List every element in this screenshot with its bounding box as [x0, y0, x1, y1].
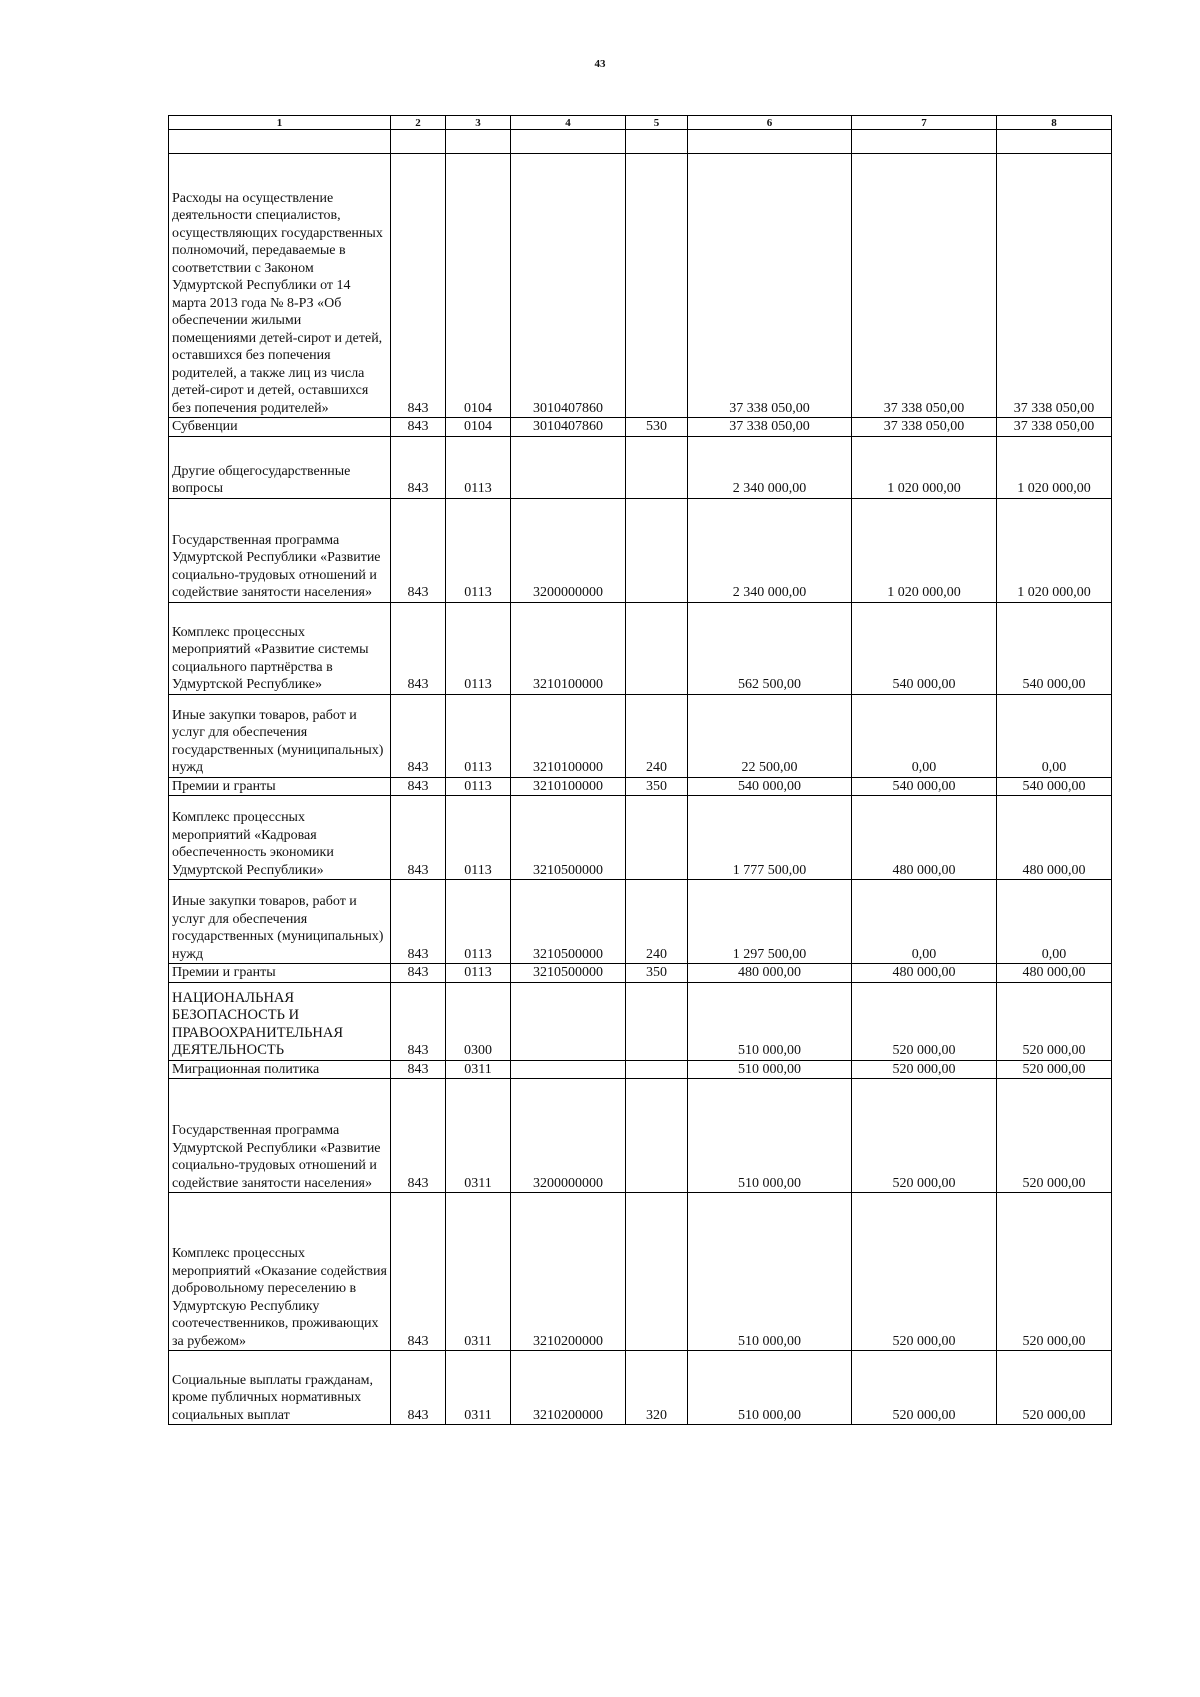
- expense-type-code: [626, 602, 688, 694]
- budget-table: [168, 115, 1112, 1425]
- amount-year-2: 540 000,00: [852, 777, 997, 796]
- section-code: 0113: [446, 880, 511, 964]
- amount-year-3: 520 000,00: [997, 1060, 1112, 1079]
- column-header: 5: [626, 116, 688, 130]
- grbs-code: 843: [391, 602, 446, 694]
- row-name: Комплекс процессных мероприятий «Развитие системы социального партнёрства в Удмуртской Республике»: [169, 602, 391, 694]
- amount-year-1: 562 500,00: [688, 602, 852, 694]
- row-name: Комплекс процессных мероприятий «Кадровая обеспеченность экономики Удмуртской Республики»: [169, 796, 391, 880]
- grbs-code: 843: [391, 796, 446, 880]
- expense-type-code: [626, 1079, 688, 1193]
- target-article-code: 3210500000: [511, 796, 626, 880]
- section-code: 0113: [446, 777, 511, 796]
- section-code: 0311: [446, 1079, 511, 1193]
- amount-year-1: 1 777 500,00: [688, 796, 852, 880]
- target-article-code: [511, 436, 626, 498]
- spacer-row: [169, 130, 1112, 154]
- section-code: 0113: [446, 964, 511, 983]
- grbs-code: 843: [391, 436, 446, 498]
- target-article-code: 3210100000: [511, 602, 626, 694]
- amount-year-2: 520 000,00: [852, 1351, 997, 1425]
- row-name: Премии и гранты: [169, 777, 391, 796]
- expense-type-code: [626, 1193, 688, 1351]
- expense-type-code: [626, 154, 688, 418]
- section-code: 0113: [446, 796, 511, 880]
- grbs-code: 843: [391, 498, 446, 602]
- table-row: [169, 602, 1112, 694]
- column-header: 4: [511, 116, 626, 130]
- section-code: 0113: [446, 694, 511, 777]
- target-article-code: 3200000000: [511, 498, 626, 602]
- table-row: [169, 1060, 1112, 1079]
- target-article-code: 3210500000: [511, 880, 626, 964]
- expense-type-code: [626, 982, 688, 1060]
- expense-type-code: [626, 498, 688, 602]
- target-article-code: [511, 982, 626, 1060]
- target-article-code: 3010407860: [511, 418, 626, 437]
- amount-year-2: 37 338 050,00: [852, 418, 997, 437]
- amount-year-1: 540 000,00: [688, 777, 852, 796]
- expense-type-code: 350: [626, 777, 688, 796]
- amount-year-2: 1 020 000,00: [852, 498, 997, 602]
- table-row: [169, 982, 1112, 1060]
- row-name: Другие общегосударственные вопросы: [169, 436, 391, 498]
- target-article-code: 3200000000: [511, 1079, 626, 1193]
- amount-year-3: 480 000,00: [997, 964, 1112, 983]
- table-row: [169, 418, 1112, 437]
- amount-year-3: 520 000,00: [997, 1079, 1112, 1193]
- table-row: [169, 1193, 1112, 1351]
- target-article-code: 3010407860: [511, 154, 626, 418]
- column-header: 6: [688, 116, 852, 130]
- amount-year-3: 540 000,00: [997, 777, 1112, 796]
- amount-year-1: 510 000,00: [688, 1351, 852, 1425]
- grbs-code: 843: [391, 154, 446, 418]
- expense-type-code: 530: [626, 418, 688, 437]
- amount-year-3: 520 000,00: [997, 982, 1112, 1060]
- expense-type-code: 240: [626, 694, 688, 777]
- row-name: Социальные выплаты гражданам, кроме публичных нормативных социальных выплат: [169, 1351, 391, 1425]
- grbs-code: 843: [391, 964, 446, 983]
- target-article-code: 3210200000: [511, 1193, 626, 1351]
- expense-type-code: [626, 1060, 688, 1079]
- target-article-code: 3210200000: [511, 1351, 626, 1425]
- grbs-code: 843: [391, 418, 446, 437]
- section-code: 0113: [446, 602, 511, 694]
- table-row: [169, 777, 1112, 796]
- row-name: Миграционная политика: [169, 1060, 391, 1079]
- amount-year-2: 37 338 050,00: [852, 154, 997, 418]
- target-article-code: 3210500000: [511, 964, 626, 983]
- amount-year-1: 37 338 050,00: [688, 154, 852, 418]
- amount-year-1: 2 340 000,00: [688, 498, 852, 602]
- column-header: 1: [169, 116, 391, 130]
- amount-year-2: 540 000,00: [852, 602, 997, 694]
- grbs-code: 843: [391, 1060, 446, 1079]
- section-code: 0311: [446, 1060, 511, 1079]
- table-row: [169, 796, 1112, 880]
- grbs-code: 843: [391, 1079, 446, 1193]
- table-row: [169, 1079, 1112, 1193]
- amount-year-1: 1 297 500,00: [688, 880, 852, 964]
- amount-year-1: 510 000,00: [688, 982, 852, 1060]
- column-header: 3: [446, 116, 511, 130]
- target-article-code: [511, 1060, 626, 1079]
- amount-year-2: 520 000,00: [852, 1060, 997, 1079]
- amount-year-2: 520 000,00: [852, 1079, 997, 1193]
- expense-type-code: 320: [626, 1351, 688, 1425]
- section-code: 0113: [446, 498, 511, 602]
- row-name: Государственная программа Удмуртской Республики «Развитие социально-трудовых отношений и содействие занятости населения»: [169, 1079, 391, 1193]
- section-code: 0311: [446, 1193, 511, 1351]
- section-code: 0104: [446, 154, 511, 418]
- amount-year-3: 480 000,00: [997, 796, 1112, 880]
- amount-year-3: 520 000,00: [997, 1351, 1112, 1425]
- amount-year-3: 37 338 050,00: [997, 154, 1112, 418]
- amount-year-2: 520 000,00: [852, 1193, 997, 1351]
- target-article-code: 3210100000: [511, 694, 626, 777]
- amount-year-3: 0,00: [997, 880, 1112, 964]
- amount-year-1: 37 338 050,00: [688, 418, 852, 437]
- column-header: 7: [852, 116, 997, 130]
- section-code: 0104: [446, 418, 511, 437]
- row-name: Комплекс процессных мероприятий «Оказание содействия добровольному переселению в Удмуртскую Республику соотечественников, проживающих за рубежом»: [169, 1193, 391, 1351]
- table-row: [169, 964, 1112, 983]
- table-row: [169, 880, 1112, 964]
- amount-year-3: 1 020 000,00: [997, 436, 1112, 498]
- section-code: 0311: [446, 1351, 511, 1425]
- column-header: 8: [997, 116, 1112, 130]
- section-code: 0300: [446, 982, 511, 1060]
- column-header: 2: [391, 116, 446, 130]
- table-row: [169, 154, 1112, 418]
- table-row: [169, 498, 1112, 602]
- amount-year-2: 520 000,00: [852, 982, 997, 1060]
- grbs-code: 843: [391, 1193, 446, 1351]
- grbs-code: 843: [391, 1351, 446, 1425]
- amount-year-3: 37 338 050,00: [997, 418, 1112, 437]
- expense-type-code: 350: [626, 964, 688, 983]
- table-row: [169, 1351, 1112, 1425]
- grbs-code: 843: [391, 694, 446, 777]
- amount-year-2: 0,00: [852, 880, 997, 964]
- amount-year-2: 480 000,00: [852, 964, 997, 983]
- amount-year-1: 510 000,00: [688, 1079, 852, 1193]
- row-name: Иные закупки товаров, работ и услуг для обеспечения государственных (муниципальных) нужд: [169, 694, 391, 777]
- amount-year-1: 22 500,00: [688, 694, 852, 777]
- grbs-code: 843: [391, 777, 446, 796]
- row-name: НАЦИОНАЛЬНАЯ БЕЗОПАСНОСТЬ И ПРАВООХРАНИТЕЛЬНАЯ ДЕЯТЕЛЬНОСТЬ: [169, 982, 391, 1060]
- column-number-row: [169, 116, 1112, 130]
- row-name: Расходы на осуществление деятельности специалистов, осуществляющих государственных полномочий, передаваемые в соответствии с Законом Удмуртской Республики от 14 марта 2013 года № 8-РЗ «Об обеспечении жилыми помещениями детей-сирот и детей, оставшихся без попечения родителей, а также лиц из числа детей-сирот и детей, оставшихся без попечения родителей»: [169, 154, 391, 418]
- amount-year-3: 540 000,00: [997, 602, 1112, 694]
- expense-type-code: [626, 436, 688, 498]
- amount-year-3: 0,00: [997, 694, 1112, 777]
- row-name: Государственная программа Удмуртской Республики «Развитие социально-трудовых отношений и содействие занятости населения»: [169, 498, 391, 602]
- expense-type-code: [626, 796, 688, 880]
- table-row: [169, 694, 1112, 777]
- amount-year-2: 1 020 000,00: [852, 436, 997, 498]
- amount-year-1: 510 000,00: [688, 1060, 852, 1079]
- amount-year-3: 1 020 000,00: [997, 498, 1112, 602]
- amount-year-1: 480 000,00: [688, 964, 852, 983]
- page-number: 43: [594, 58, 606, 70]
- amount-year-2: 0,00: [852, 694, 997, 777]
- amount-year-1: 2 340 000,00: [688, 436, 852, 498]
- grbs-code: 843: [391, 982, 446, 1060]
- row-name: Субвенции: [169, 418, 391, 437]
- amount-year-2: 480 000,00: [852, 796, 997, 880]
- amount-year-1: 510 000,00: [688, 1193, 852, 1351]
- section-code: 0113: [446, 436, 511, 498]
- amount-year-3: 520 000,00: [997, 1193, 1112, 1351]
- expense-type-code: 240: [626, 880, 688, 964]
- row-name: Иные закупки товаров, работ и услуг для обеспечения государственных (муниципальных) нужд: [169, 880, 391, 964]
- row-name: Премии и гранты: [169, 964, 391, 983]
- table-row: [169, 436, 1112, 498]
- target-article-code: 3210100000: [511, 777, 626, 796]
- grbs-code: 843: [391, 880, 446, 964]
